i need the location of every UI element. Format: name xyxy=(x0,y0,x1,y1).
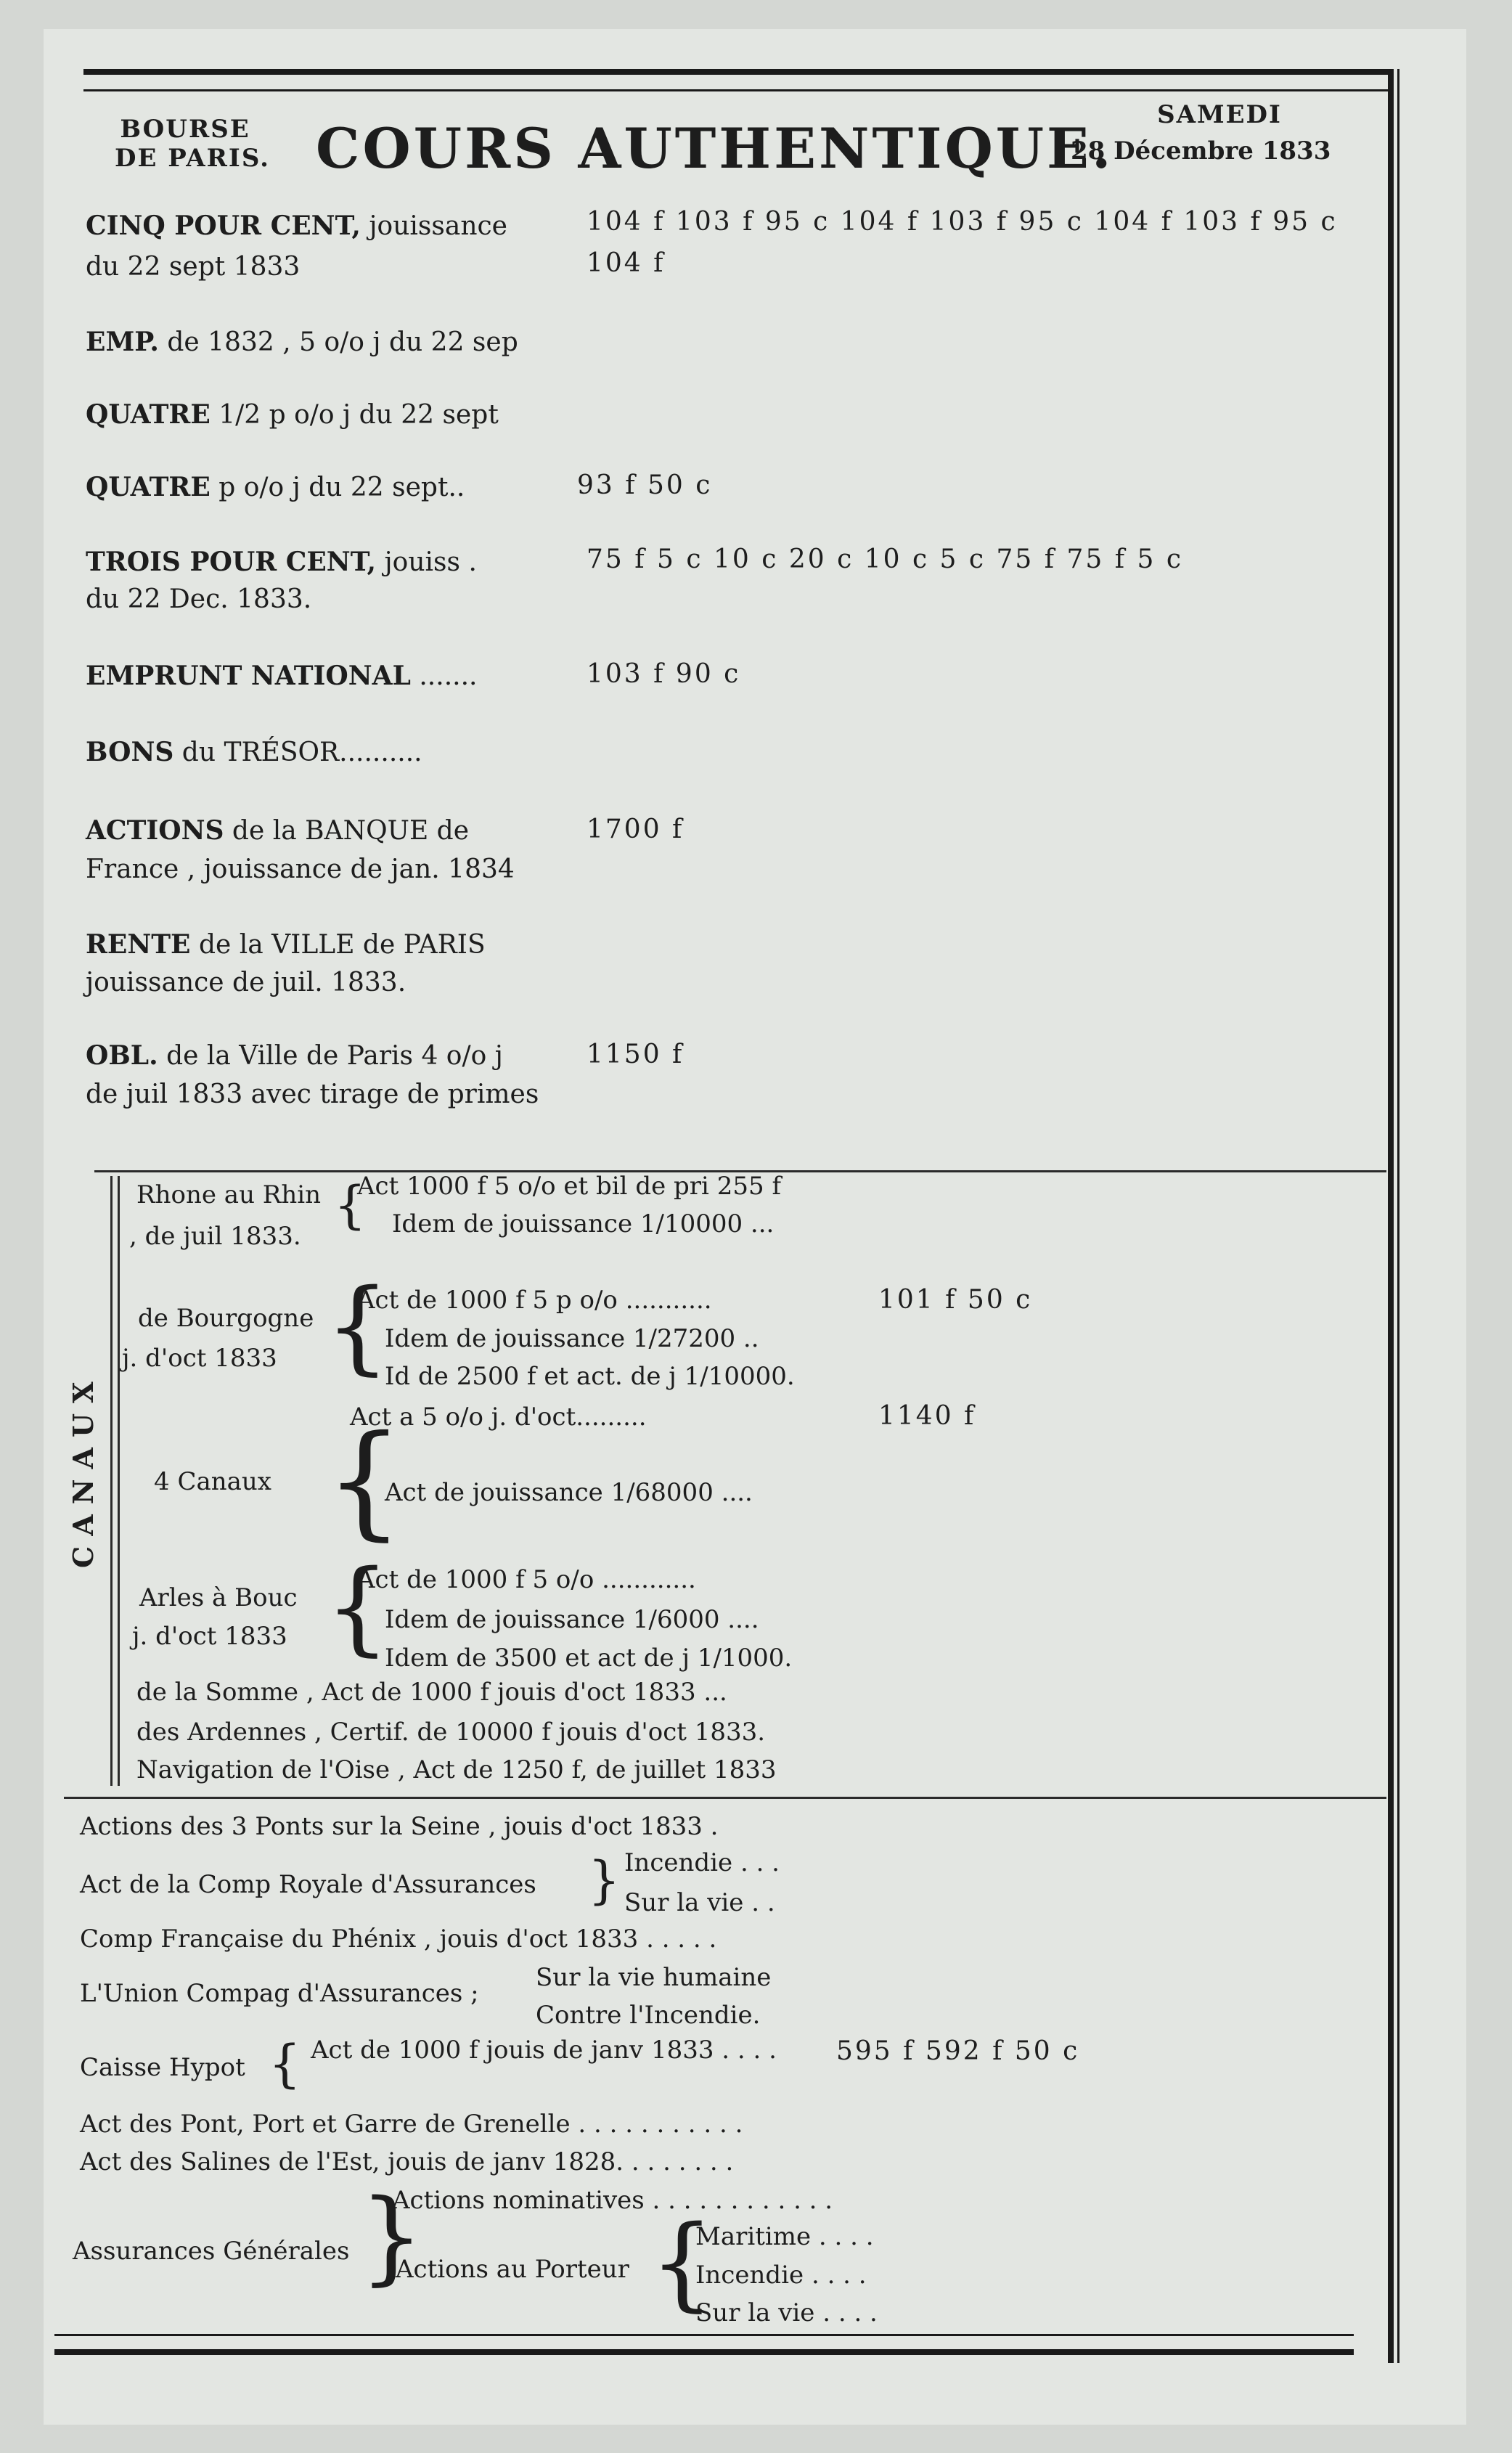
page-title: COURS AUTHENTIQUE. xyxy=(316,116,1114,181)
list-item: Comp Française du Phénix , jouis d'oct 1833 . . . . . xyxy=(80,1925,717,1954)
canal-name: Rhone au Rhin xyxy=(136,1180,322,1209)
list-item: Actions des 3 Ponts sur la Seine , jouis d'oct 1833 . xyxy=(80,1812,719,1841)
canal-line: de la Somme , Act de 1000 f jouis d'oct 1833 ... xyxy=(136,1678,727,1707)
quote-value: 101 f 50 c xyxy=(878,1285,1033,1315)
list-item: Act de la Comp Royale d'Assurances xyxy=(80,1870,536,1899)
canal-line: Idem de 3500 et act de j 1/1000. xyxy=(385,1644,793,1673)
list-item-line2: du 22 Dec. 1833. xyxy=(86,584,312,614)
canal-name: 4 Canaux xyxy=(154,1467,271,1496)
list-item-line2: France , jouissance de jan. 1834 xyxy=(86,854,515,884)
brace-icon: { xyxy=(325,1548,391,1667)
canaux-vertical-label: CANAUX xyxy=(67,1371,99,1568)
canal-line: des Ardennes , Certif. de 10000 f jouis d'oct 1833. xyxy=(136,1718,766,1747)
day-label: SAMEDI xyxy=(1157,100,1282,129)
quote-value: 103 f 90 c xyxy=(587,659,741,689)
canal-line: Id de 2500 f et act. de j 1/10000. xyxy=(385,1362,795,1391)
list-item-option: Contre l'Incendie. xyxy=(536,2001,761,2030)
list-item-option: Sur la vie . . . . xyxy=(695,2298,878,2327)
canal-name: de Bourgogne xyxy=(138,1304,314,1333)
canal-line: Navigation de l'Oise , Act de 1250 f, de juillet 1833 xyxy=(136,1755,777,1784)
list-item-option: Sur la vie humaine xyxy=(536,1963,772,1992)
canal-line: Act de jouissance 1/68000 .... xyxy=(385,1478,753,1507)
canal-line: Act a 5 o/o j. d'oct......... xyxy=(350,1403,647,1432)
list-item-option: Actions au Porteur xyxy=(396,2255,629,2284)
date-label: 28 Décembre 1833 xyxy=(1071,136,1331,166)
brace-icon: { xyxy=(269,2034,301,2094)
canaux-bracket-line xyxy=(110,1176,113,1786)
top-rule xyxy=(83,69,1390,91)
list-item-line2: jouissance de juil. 1833. xyxy=(86,968,406,997)
canal-line: Idem de jouissance 1/6000 .... xyxy=(385,1605,759,1634)
right-rule-thin xyxy=(1397,69,1399,2363)
section-divider xyxy=(64,1797,1386,1799)
list-item: CINQ POUR CENT, jouissance xyxy=(86,211,507,241)
list-item: QUATRE p o/o j du 22 sept.. xyxy=(86,472,465,502)
list-item: L'Union Compag d'Assurances ; xyxy=(80,1979,479,2008)
list-item: EMP. de 1832 , 5 o/o j du 22 sep xyxy=(86,327,518,357)
list-item-option: Incendie . . . . xyxy=(695,2261,867,2290)
quote-value: 1700 f xyxy=(587,815,685,844)
list-item: TROIS POUR CENT, jouiss . xyxy=(86,547,477,577)
list-item: OBL. de la Ville de Paris 4 o/o j xyxy=(86,1040,503,1071)
list-item: Caisse Hypot xyxy=(80,2053,245,2082)
bottom-rule xyxy=(54,2334,1354,2355)
canal-name: , de juil 1833. xyxy=(129,1222,301,1251)
brace-icon: } xyxy=(359,2178,425,2296)
quote-value: 595 f 592 f 50 c xyxy=(836,2036,1080,2066)
canaux-bracket-line xyxy=(118,1176,120,1786)
canal-name: j. d'oct 1833 xyxy=(132,1622,287,1651)
list-item: Act des Salines de l'Est, jouis de janv 1828. . . . . . . . xyxy=(80,2147,734,2176)
list-item-option: Maritime . . . . xyxy=(695,2222,874,2251)
canal-line: Idem de jouissance 1/10000 ... xyxy=(392,1209,775,1238)
list-item: EMPRUNT NATIONAL ....... xyxy=(86,661,478,691)
canal-name: j. d'oct 1833 xyxy=(122,1344,277,1373)
list-item: RENTE de la VILLE de PARIS xyxy=(86,929,486,960)
quote-value: 1140 f xyxy=(878,1401,976,1431)
quote-value: 104 f 103 f 95 c 104 f 103 f 95 c 104 f 103 f 95 c xyxy=(587,207,1338,237)
canal-line: Act 1000 f 5 o/o et bil de pri 255 f xyxy=(357,1172,782,1201)
de-paris-label: DE PARIS. xyxy=(114,144,271,173)
list-item: BONS du TRÉSOR.......... xyxy=(86,737,422,767)
brace-icon: { xyxy=(325,1268,391,1386)
canal-line: Idem de jouissance 1/27200 .. xyxy=(385,1324,759,1353)
bourse-label: BOURSE xyxy=(120,115,250,144)
canal-name: Arles à Bouc xyxy=(139,1583,298,1612)
quote-value: 93 f 50 c xyxy=(577,470,713,500)
list-item-line2: de juil 1833 avec tirage de primes xyxy=(86,1079,539,1109)
quote-value: 104 f xyxy=(587,248,666,278)
quote-value: 1150 f xyxy=(587,1040,685,1069)
quote-value: 75 f 5 c 10 c 20 c 10 c 5 c 75 f 75 f 5 c xyxy=(587,544,1184,574)
list-item-option: Incendie . . . xyxy=(624,1848,780,1877)
list-item-line2: du 22 sept 1833 xyxy=(86,252,301,282)
canal-line: Act de 1000 f 5 o/o ............ xyxy=(357,1565,696,1594)
list-item-option: Sur la vie . . xyxy=(624,1888,775,1917)
list-item-option: Actions nominatives . . . . . . . . . . . . xyxy=(392,2186,833,2215)
brace-icon: { xyxy=(650,2204,715,2322)
list-item: Assurances Générales xyxy=(73,2237,350,2266)
list-item-line: Act de 1000 f jouis de janv 1833 . . . . xyxy=(311,2036,777,2065)
list-item: Act des Pont, Port et Garre de Grenelle . . . . . . . . . . . xyxy=(80,2110,743,2139)
right-rule xyxy=(1388,69,1394,2363)
brace-icon: { xyxy=(334,1175,367,1235)
list-item: QUATRE 1/2 p o/o j du 22 sept xyxy=(86,399,499,430)
brace-icon: { xyxy=(325,1409,404,1553)
canal-line: Act de 1000 f 5 p o/o ........... xyxy=(357,1286,712,1315)
brace-icon: } xyxy=(588,1850,621,1910)
list-item: ACTIONS de la BANQUE de xyxy=(86,815,470,846)
